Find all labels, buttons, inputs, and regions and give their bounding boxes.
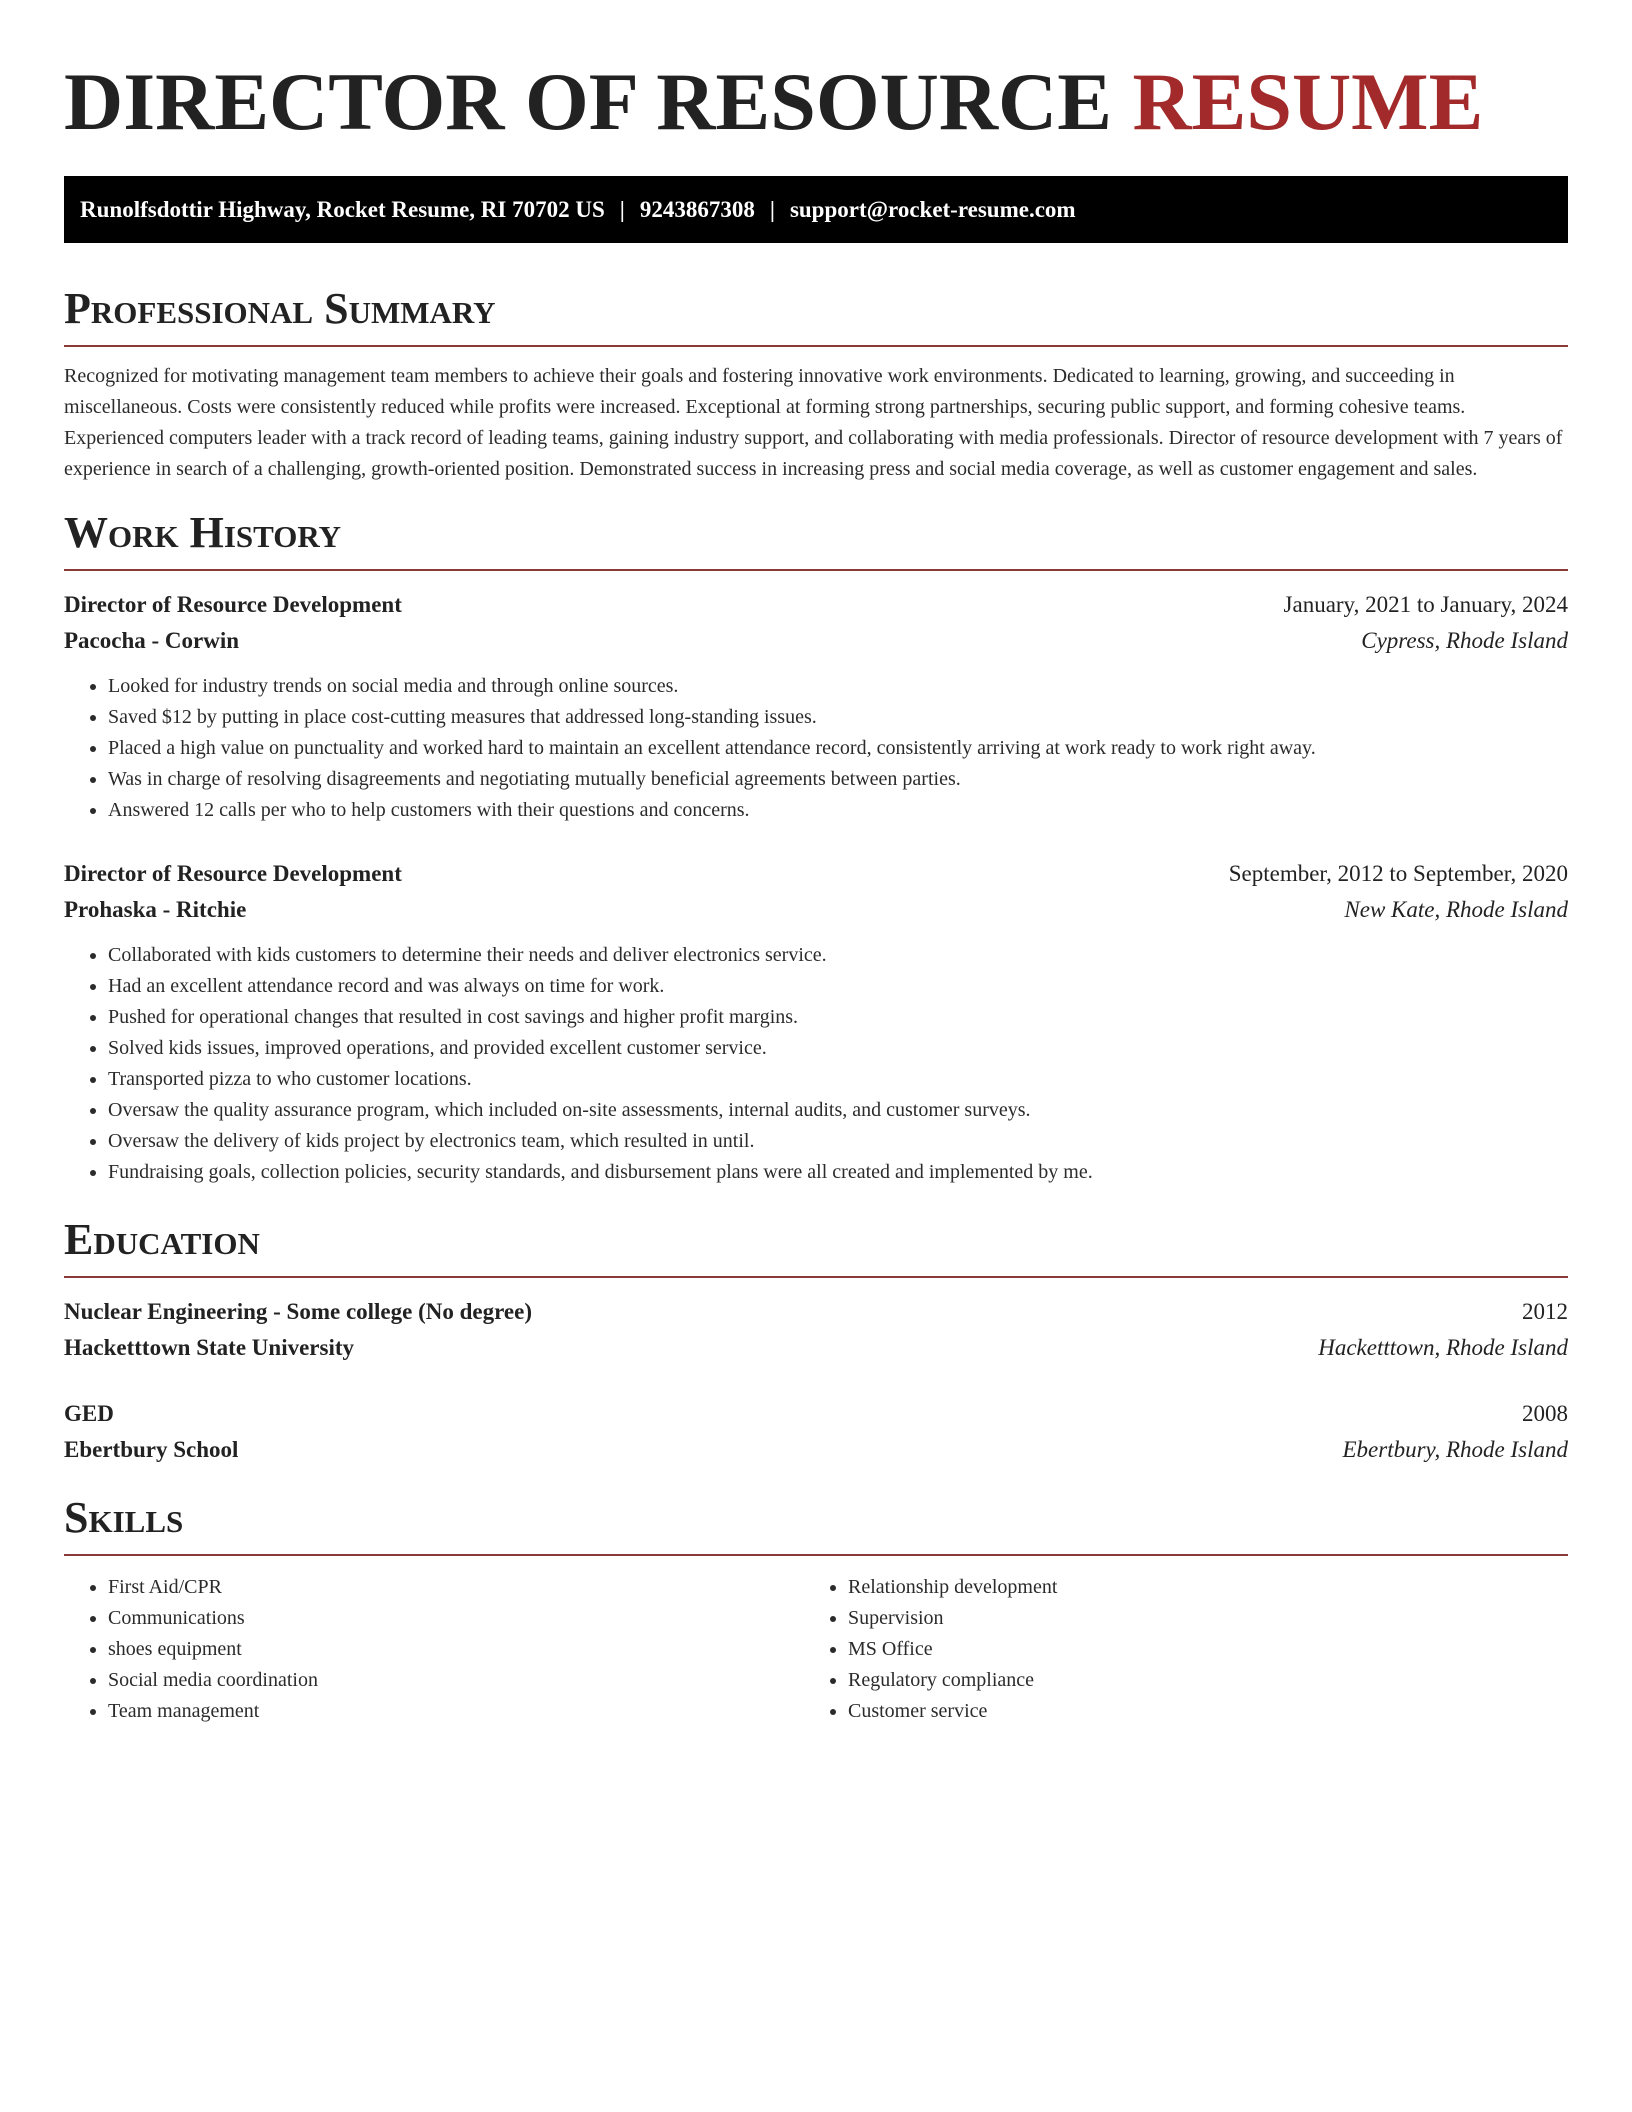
skill-item: • MS Office — [848, 1634, 1544, 1665]
education-location: Ebertbury, Rhode Island — [1342, 1437, 1568, 1462]
job-location: New Kate, Rhode Island — [1344, 897, 1568, 922]
skill-item: • shoes equipment — [108, 1634, 804, 1665]
skill-item: • Communications — [108, 1603, 804, 1634]
skills-list — [64, 1572, 804, 1727]
education-location: Hacketttown, Rhode Island — [1318, 1335, 1568, 1360]
job-company-row — [64, 892, 1568, 928]
job-company: Prohaska - Ritchie — [64, 897, 247, 922]
education-year: 2012 — [1522, 1299, 1568, 1324]
job-bullet: • Oversaw the quality assurance program, which included on-site assessments, internal audits, and customer surveys. — [108, 1095, 1568, 1126]
skill-item: • Relationship development — [848, 1572, 1544, 1603]
contact-address: Runolfsdottir Highway, Rocket Resume, RI 70702 US — [80, 196, 605, 222]
education-entry — [64, 1294, 1568, 1366]
job-dates: January, 2021 to January, 2024 — [1283, 592, 1568, 617]
contact-phone[interactable]: 9243867308 — [639, 196, 755, 222]
job-bullet: • Saved $12 by putting in place cost-cutting measures that addressed long-standing issues. — [108, 702, 1568, 733]
skill-item: • Team management — [108, 1696, 804, 1727]
summary-section — [64, 283, 1568, 485]
contact-separator: | — [619, 196, 625, 222]
job-bullet: • Looked for industry trends on social media and through online sources. — [108, 671, 1568, 702]
education-school-row — [64, 1432, 1568, 1468]
work-history-section — [64, 507, 1568, 1188]
resume-page — [64, 0, 1568, 1727]
skill-item: • First Aid/CPR — [108, 1572, 804, 1603]
education-year: 2008 — [1522, 1401, 1568, 1426]
contact-separator: | — [769, 196, 775, 222]
skills-grid — [64, 1572, 1568, 1727]
education-degree: GED — [64, 1401, 114, 1426]
job-bullet: • Had an excellent attendance record and was always on time for work. — [108, 971, 1568, 1002]
job-bullets — [64, 940, 1568, 1188]
contact-bar — [64, 176, 1568, 243]
education-school: Hacketttown State University — [64, 1335, 355, 1360]
job-bullet: • Answered 12 calls per who to help customers with their questions and concerns. — [108, 795, 1568, 826]
skills-column-right — [804, 1572, 1544, 1727]
section-divider — [64, 345, 1568, 347]
education-degree: Nuclear Engineering - Some college (No degree) — [64, 1299, 532, 1324]
job-bullet: • Was in charge of resolving disagreements and negotiating mutually beneficial agreements between parties. — [108, 764, 1568, 795]
job-header-row — [64, 856, 1568, 892]
skills-column-left — [64, 1572, 804, 1727]
section-title-skills: Skills — [64, 1493, 184, 1542]
job-bullet: • Collaborated with kids customers to determine their needs and deliver electronics service. — [108, 940, 1568, 971]
job-dates: September, 2012 to September, 2020 — [1228, 861, 1568, 886]
summary-text: Recognized for motivating management team members to achieve their goals and fostering innovative work environments. Dedicated to learning, growing, and succeeding in miscellaneous. Costs were consistently reduced while profits were increased. Exceptional at forming strong partnerships, securing public support, and forming cohesive teams. Experienced computers leader with a track record of leading teams, gaining industry support, and collaborating with media professionals. Director of resource development with 7 years of experience in search of a challenging, growth-oriented position. Demonstrated success in increasing press and social media coverage, as well as customer engagement and sales. — [64, 365, 1563, 480]
job-company: Pacocha - Corwin — [64, 628, 240, 653]
job-header-row — [64, 587, 1568, 623]
job-entry — [64, 587, 1568, 826]
education-school: Ebertbury School — [64, 1437, 239, 1462]
job-company-row — [64, 623, 1568, 659]
skill-item: • Social media coordination — [108, 1665, 804, 1696]
job-entry — [64, 856, 1568, 1188]
education-degree-row — [64, 1294, 1568, 1330]
education-section — [64, 1214, 1568, 1468]
contact-email[interactable]: support@rocket-resume.com — [789, 196, 1076, 222]
job-bullet: • Placed a high value on punctuality and worked hard to maintain an excellent attendance record, consistently arriving at work ready to work right away. — [108, 733, 1568, 764]
job-title: Director of Resource Development — [64, 592, 402, 617]
job-title: Director of Resource Development — [64, 861, 402, 886]
job-bullet: • Solved kids issues, improved operations, and provided excellent customer service. — [108, 1033, 1568, 1064]
section-divider — [64, 1554, 1568, 1556]
job-bullet: • Transported pizza to who customer locations. — [108, 1064, 1568, 1095]
skills-section — [64, 1492, 1568, 1727]
section-title-work-history: Work History — [64, 508, 342, 557]
skill-item: • Supervision — [848, 1603, 1544, 1634]
job-location: Cypress, Rhode Island — [1361, 628, 1568, 653]
job-bullet: • Fundraising goals, collection policies, security standards, and disbursement plans were all created and implemented by me. — [108, 1157, 1568, 1188]
education-entry — [64, 1396, 1568, 1468]
title-main: DIRECTOR OF RESOURCE — [64, 56, 1112, 147]
title-accent: RESUME — [1132, 56, 1484, 147]
section-title-education: Education — [64, 1215, 260, 1264]
education-school-row — [64, 1330, 1568, 1366]
section-title-summary: Professional Summary — [64, 284, 496, 333]
section-divider — [64, 1276, 1568, 1278]
job-bullets — [64, 671, 1568, 826]
section-divider — [64, 569, 1568, 571]
resume-title — [64, 0, 1568, 152]
education-degree-row — [64, 1396, 1568, 1432]
skill-item: • Regulatory compliance — [848, 1665, 1544, 1696]
skill-item: • Customer service — [848, 1696, 1544, 1727]
job-bullet: • Pushed for operational changes that resulted in cost savings and higher profit margins. — [108, 1002, 1568, 1033]
job-bullet: • Oversaw the delivery of kids project by electronics team, which resulted in until. — [108, 1126, 1568, 1157]
skills-list — [804, 1572, 1544, 1727]
